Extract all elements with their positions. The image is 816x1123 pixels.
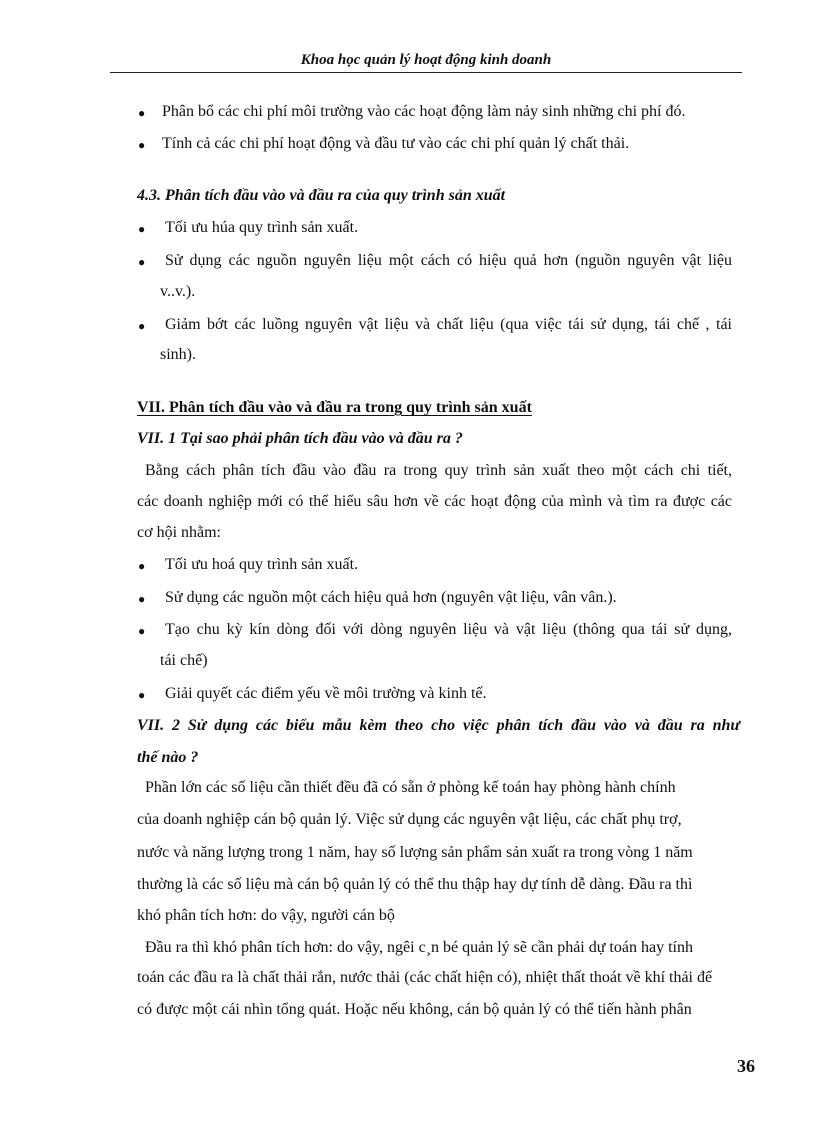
- list-item-continuation: tái chế): [160, 652, 208, 669]
- paragraph-line: các doanh nghiệp mới có thể hiểu sâu hơn về các hoạt động của mình và tìm ra được các: [137, 493, 732, 510]
- paragraph-line: Bằng cách phân tích đầu vào đầu ra trong quy trình sản xuất theo một cách chi tiết,: [145, 462, 732, 479]
- list-item: Giải quyết các điểm yếu về môi trường và kinh tế.: [165, 685, 487, 702]
- bullet-icon: ●: [138, 688, 146, 702]
- paragraph-line: Phần lớn các số liệu cần thiết đều đã có sẵn ở phòng kế toán hay phòng hành chính: [145, 779, 676, 796]
- subsection-heading: VII. 1 Tại sao phải phân tích đầu vào và đầu ra ?: [137, 430, 463, 447]
- bullet-icon: ●: [138, 106, 146, 120]
- list-item: Phân bổ các chi phí môi trường vào các hoạt động làm nảy sinh những chi phí đó.: [162, 103, 686, 120]
- paragraph-line: của doanh nghiệp cán bộ quản lý. Việc sử dụng các nguyên vật liệu, các chất phụ trợ,: [137, 811, 682, 828]
- paragraph-line: toán các đầu ra là chất thải rắn, nước thải (các chất hiện có), nhiệt thất thoát về khí thải để: [137, 969, 713, 986]
- list-item: Giảm bớt các luồng nguyên vật liệu và chất liệu (qua việc tái sử dụng, tái chế , tái: [165, 316, 732, 333]
- page-number: 36: [737, 1056, 755, 1076]
- paragraph-line: thường là các số liệu mà cán bộ quản lý có thể thu thập hay dự tính dễ dàng. Đầu ra thì: [137, 876, 693, 893]
- chapter-heading: VII. Phân tích đầu vào và đầu ra trong quy trình sản xuất: [137, 399, 532, 416]
- bullet-icon: ●: [138, 222, 146, 236]
- bullet-icon: ●: [138, 592, 146, 606]
- paragraph-line: Đầu ra thì khó phân tích hơn: do vậy, ngêi c¸n bé quản lý sẽ cần phải dự toán hay tính: [145, 939, 693, 956]
- paragraph-line: khó phân tích hơn: do vậy, người cán bộ: [137, 907, 395, 924]
- list-item-continuation: v..v.).: [160, 283, 196, 300]
- list-item: Sử dụng các nguồn một cách hiệu quả hơn (nguyên vật liệu, vân vân.).: [165, 589, 617, 606]
- section-heading: 4.3. Phân tích đầu vào và đầu ra của quy trình sản xuất: [137, 187, 506, 204]
- bullet-icon: ●: [138, 138, 146, 152]
- list-item: Sử dụng các nguồn nguyên liệu một cách có hiệu quả hơn (nguồn nguyên vật liệu: [165, 252, 732, 269]
- list-item-continuation: sinh).: [160, 346, 196, 363]
- running-header: Khoa học quản lý hoạt động kinh doanh: [300, 52, 552, 68]
- list-item: Tính cả các chi phí hoạt động và đầu tư vào các chi phí quản lý chất thải.: [162, 135, 630, 152]
- paragraph-line: nước và năng lượng trong 1 năm, hay số lượng sản phẩm sản xuất ra trong vòng 1 năm: [137, 844, 693, 861]
- bullet-icon: ●: [138, 559, 146, 573]
- list-item: Tối ưu hoá quy trình sản xuất.: [165, 556, 359, 573]
- list-item: Tạo chu kỳ kín dòng đối với dòng nguyên liệu và vật liệu (thông qua tái sử dụng,: [165, 621, 732, 638]
- bullet-icon: ●: [138, 319, 146, 333]
- bullet-icon: ●: [138, 255, 146, 269]
- list-item: Tối ưu húa quy trình sản xuất.: [165, 219, 359, 236]
- header-rule: [110, 72, 742, 73]
- paragraph-line: có được một cái nhìn tổng quát. Hoặc nếu không, cán bộ quản lý có thể tiến hành phân: [137, 1001, 692, 1018]
- subsection-heading: VII. 2 Sử dụng các biểu mẫu kèm theo cho việc phân tích đầu vào và đầu ra như: [137, 717, 740, 734]
- subsection-heading-continuation: thế nào ?: [137, 749, 199, 766]
- paragraph-line: cơ hội nhằm:: [137, 524, 221, 541]
- bullet-icon: ●: [138, 624, 146, 638]
